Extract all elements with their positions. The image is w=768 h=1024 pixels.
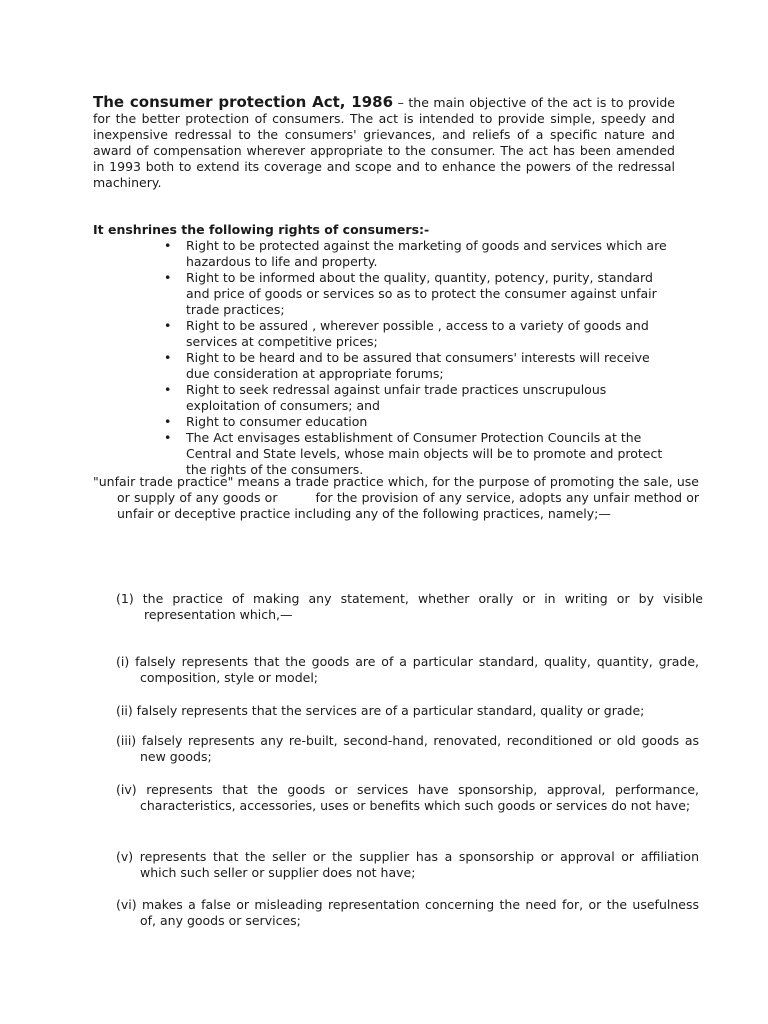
clause-vi: (vi) makes a false or misleading representation concerning the need for, or the usefulness of, any goods or services; [116, 897, 699, 928]
list-item: • Right to be protected against the marketing of goods and services which are hazardous to life and property. [186, 238, 676, 270]
clause-1: (1) the practice of making any statement, whether orally or in writing or by visible representation which,— [116, 591, 703, 622]
list-item: • The Act envisages establishment of Consumer Protection Councils at the Central and State levels, whose main objects will be to promote and protect the rights of the consumers. [186, 430, 676, 478]
clause-ii: (ii) falsely represents that the services are of a particular standard, quality or grade; [116, 703, 645, 718]
clause-v: (v) represents that the seller or the supplier has a sponsorship or approval or affiliation which such seller or supplier does not have; [116, 849, 699, 880]
clause-iii: (iii) falsely represents any re-built, second-hand, renovated, reconditioned or old goods as new goods; [116, 733, 699, 764]
rights-heading: It enshrines the following rights of consumers:- [93, 222, 430, 237]
rights-list [186, 238, 676, 478]
list-item: • Right to be heard and to be assured that consumers' interests will receive due consideration at appropriate forums; [186, 350, 676, 382]
list-item: • Right to be informed about the quality, quantity, potency, purity, standard and price of goods or services so as to protect the consumer against unfair trade practices; [186, 270, 676, 318]
definition-part-2: for the provision of any service, adopts any unfair method or unfair or deceptive practice including any of the following practices, namely;— [117, 490, 699, 521]
intro-text: – the main objective of the act is to provide for the better protection of consumers. The act is intended to provide simple, speedy and inexpensive redressal to the consumers' grievances, and reliefs of a specific nature and award of compensation wherever appropriate to the consumer. The act has been amended in 1993 both to extend its coverage and scope and to enhance the powers of the redressal machinery. [93, 95, 675, 190]
unfair-trade-practice-definition [93, 474, 699, 522]
intro-paragraph [93, 94, 675, 191]
act-title: The consumer protection Act, 1986 [93, 93, 394, 111]
list-item: • Right to be assured , wherever possible , access to a variety of goods and services at competitive prices; [186, 318, 676, 350]
definition-part-1: "unfair trade practice" means a trade practice which, for the purpose of promoting the sale, use or supply of any goods or [93, 474, 699, 505]
clause-iv: (iv) represents that the goods or services have sponsorship, approval, performance, characteristics, accessories, uses or benefits which such goods or services do not have; [116, 782, 699, 813]
list-item: • Right to consumer education [186, 414, 676, 430]
clause-i: (i) falsely represents that the goods are of a particular standard, quality, quantity, grade, composition, style or model; [116, 654, 699, 685]
list-item: • Right to seek redressal against unfair trade practices unscrupulous exploitation of consumers; and [186, 382, 676, 414]
